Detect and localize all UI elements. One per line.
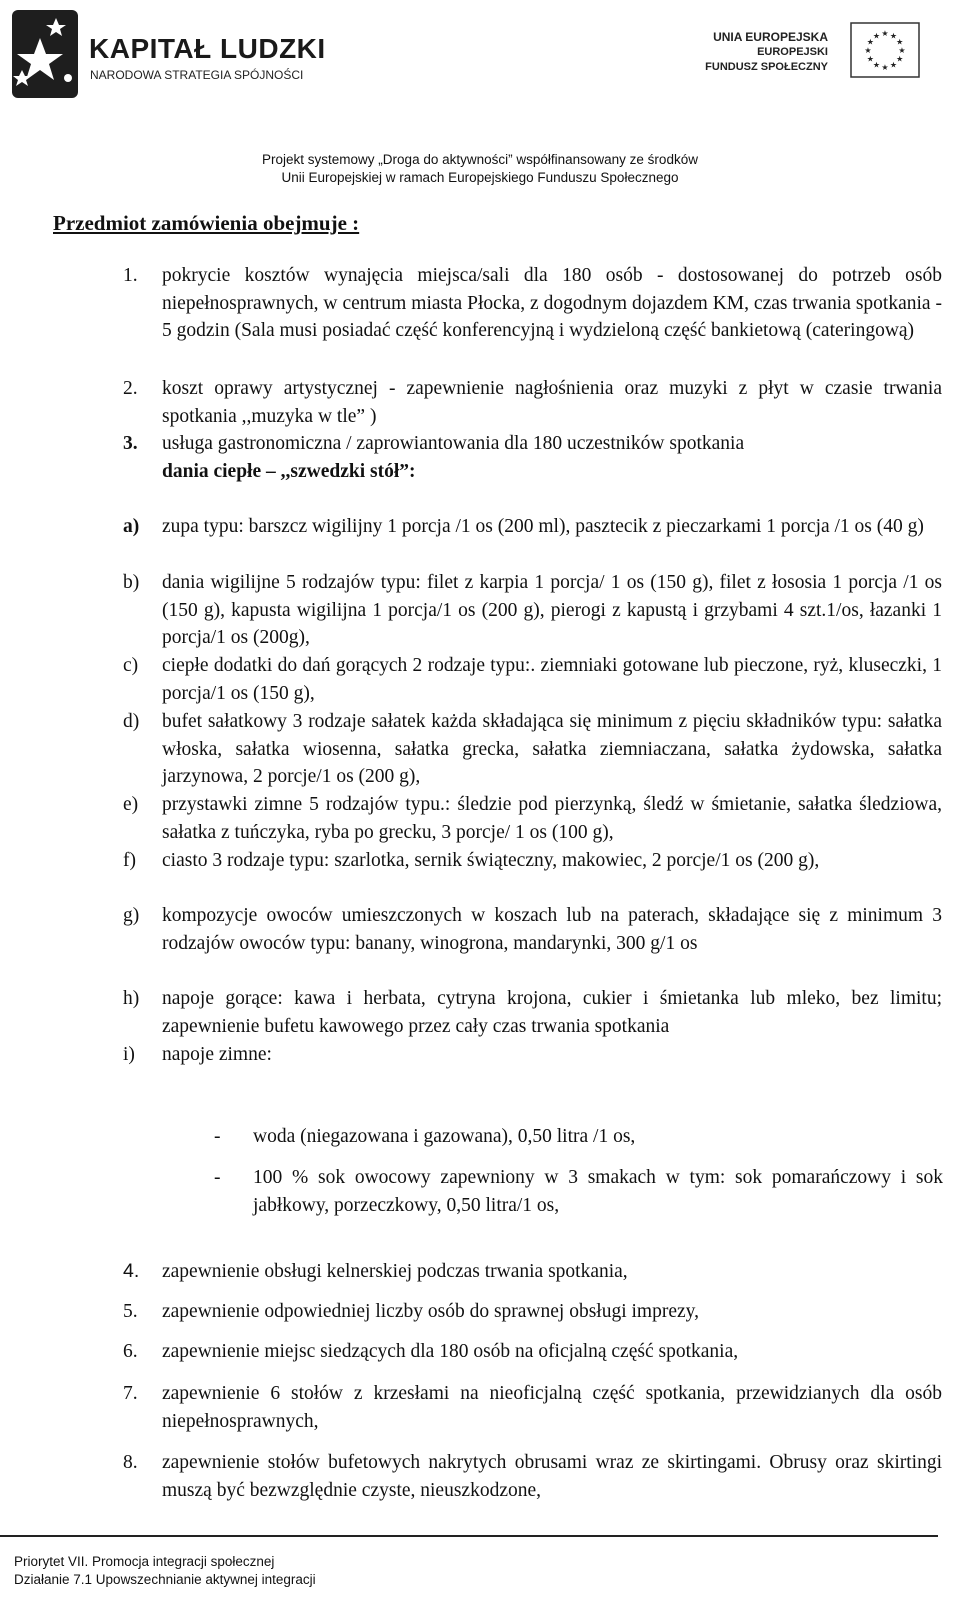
item-number: 8. — [123, 1452, 138, 1473]
item-text: pokrycie kosztów wynajęcia miejsca/sali dla 180 osób - dostosowanej do potrzeb osób niepełnosprawnych, w centrum miasta Płocka, z dogodnym dojazdem KM, czas trwania spotkania - 5 godzin (Sala musi posiadać część konferencyjną i wydzieloną część bankietową (cateringową) — [162, 265, 942, 341]
item-number: 1. — [123, 265, 138, 286]
sub-item-letter: e) — [123, 794, 139, 815]
eu-star-icon: ★ — [866, 37, 874, 47]
sub-item-letter: f) — [123, 850, 136, 871]
page-header — [0, 0, 960, 205]
kapital-ludzki-title: KAPITAŁ LUDZKI — [89, 33, 326, 64]
sub-item-letter: a) — [123, 516, 140, 537]
eu-star-icon: ★ — [866, 54, 874, 64]
eu-text-block — [705, 30, 828, 75]
dash-item-text: 100 % sok owocowy zapewniony w 3 smakach w tym: sok pomarańczowy i sok jabłkowy, porzeczkowy, 0,50 litra/1 os, — [253, 1167, 943, 1216]
dash-bullet: - — [214, 1167, 221, 1188]
item-text-line: usługa gastronomiczna / zaprowiantowania dla 180 uczestników spotkania — [162, 433, 745, 454]
item-number: 7. — [123, 1383, 138, 1404]
item-text: zapewnienie 6 stołów z krzesłami na nieoficjalną część spotkania, przewidzianych dla osób niepełnosprawnych, — [162, 1383, 942, 1432]
project-info — [0, 151, 960, 187]
project-line-1: Projekt systemowy „Droga do aktywności” współfinansowany ze środków — [262, 152, 698, 167]
kapital-ludzki-subtitle: NARODOWA STRATEGIA SPÓJNOŚCI — [90, 68, 304, 82]
footer-line-1: Priorytet VII. Promocja integracji społecznej — [14, 1554, 275, 1569]
eu-star-icon: ★ — [896, 37, 904, 47]
sub-item-text: zupa typu: barszcz wigilijny 1 porcja /1 os (200 ml), pasztecik z pieczarkami 1 porcja /1 os (40 g) — [162, 516, 924, 537]
item-text: zapewnienie miejsc siedzących dla 180 osób na oficjalną część spotkania, — [162, 1341, 739, 1362]
item-text: zapewnienie obsługi kelnerskiej podczas trwania spotkania, — [162, 1261, 628, 1282]
sub-item-letter: i) — [123, 1044, 135, 1065]
eu-star-icon: ★ — [872, 60, 881, 70]
item-text: koszt oprawy artystycznej - zapewnienie nagłośnienia oraz muzyki z płyt w czasie trwania spotkania ,,muzyka w tle” ) — [162, 378, 942, 427]
eu-star-icon: ★ — [872, 31, 881, 41]
eu-line-1: UNIA EUROPEJSKA — [713, 30, 828, 44]
sub-item-letter: b) — [123, 572, 140, 593]
sub-item-letter: g) — [123, 905, 140, 926]
eu-flag-icon — [850, 22, 920, 78]
item-bold-line: dania ciepłe – ,,szwedzki stół”: — [162, 460, 416, 482]
item-number: 4. — [123, 1260, 140, 1282]
dash-bullet: - — [214, 1126, 221, 1147]
sub-item-letter: h) — [123, 988, 140, 1009]
sub-item-text: ciepłe dodatki do dań gorących 2 rodzaje typu:. ziemniaki gotowane lub pieczone, ryż, kluseczki, 1 porcja/1 os (150 g), — [162, 655, 942, 704]
eu-line-2: EUROPEJSKI — [757, 46, 828, 58]
eu-star-icon: ★ — [889, 31, 898, 41]
sub-item-text: dania wigilijne 5 rodzajów typu: filet z karpia 1 porcja/ 1 os (150 g), filet z łososia 1 porcja /1 os (150 g), kapusta wigilijna 1 porcja/1 os (200 g), pierogi z kapustą i grzybami 4 szt.1/os, łazanki 1 porcja/1 os (200g), — [162, 572, 942, 648]
sub-item-letter: d) — [123, 711, 140, 732]
item-text — [162, 430, 942, 485]
footer-line-2: Działanie 7.1 Upowszechnianie aktywnej integracji — [14, 1572, 316, 1587]
item-number: 2. — [123, 378, 138, 399]
sub-item-text: napoje zimne: — [162, 1044, 272, 1065]
page-title: Przedmiot zamówienia obejmuje : — [53, 211, 360, 235]
eu-star-icon: ★ — [896, 54, 904, 64]
eu-line-3: FUNDUSZ SPOŁECZNY — [705, 61, 828, 73]
item-number: 5. — [123, 1301, 138, 1322]
item-number: 6. — [123, 1341, 138, 1362]
project-line-2: Unii Europejskiej w ramach Europejskiego Funduszu Społecznego — [281, 170, 679, 185]
page-footer — [14, 1553, 316, 1589]
item-text: zapewnienie stołów bufetowych nakrytych obrusami wraz ze skirtingami. Obrusy oraz skirtingi muszą być bezwzględnie czyste, nieuszkodzone, — [162, 1452, 942, 1501]
sub-item-letter: c) — [123, 655, 139, 676]
sub-item-text: napoje gorące: kawa i herbata, cytryna krojona, cukier i śmietanka lub mleko, bez limitu; zapewnienie bufetu kawowego przez cały czas trwania spotkania — [162, 988, 942, 1037]
item-number: 3. — [123, 433, 138, 454]
eu-star-icon: ★ — [881, 29, 889, 38]
sub-item-text: kompozycje owoców umieszczonych w koszach lub na paterach, składające się z minimum 3 rodzajów owoców typu: banany, winogrona, mandarynki, 300 g/1 os — [162, 905, 942, 954]
sub-item-text: bufet sałatkowy 3 rodzaje sałatek każda składająca się minimum z pięciu składników typu: sałatka włoska, sałatka wiosenna, sałatka grecka, sałatka ziemniaczana, sałatka żydowska, sałatka jarzynowa, 2 porcje/1 os (200 g), — [162, 711, 942, 787]
sub-item-text: przystawki zimne 5 rodzajów typu.: śledzie pod pierzynką, śledź w śmietanie, sałatka śledziowa, sałatka z tuńczyka, ryba po grecku, 3 porcje/ 1 os (100 g), — [162, 794, 942, 843]
item-text: zapewnienie odpowiedniej liczby osób do sprawnej obsługi imprezy, — [162, 1301, 700, 1322]
eu-star-icon: ★ — [898, 46, 906, 55]
dash-item-text: woda (niegazowana i gazowana), 0,50 litra /1 os, — [253, 1126, 636, 1147]
eu-star-icon: ★ — [889, 60, 898, 70]
eu-star-icon: ★ — [864, 46, 872, 55]
sub-item-text: ciasto 3 rodzaje typu: szarlotka, sernik świąteczny, makowiec, 2 porcje/1 os (200 g), — [162, 850, 820, 871]
footer-divider — [0, 1535, 938, 1537]
eu-star-icon: ★ — [881, 63, 889, 72]
